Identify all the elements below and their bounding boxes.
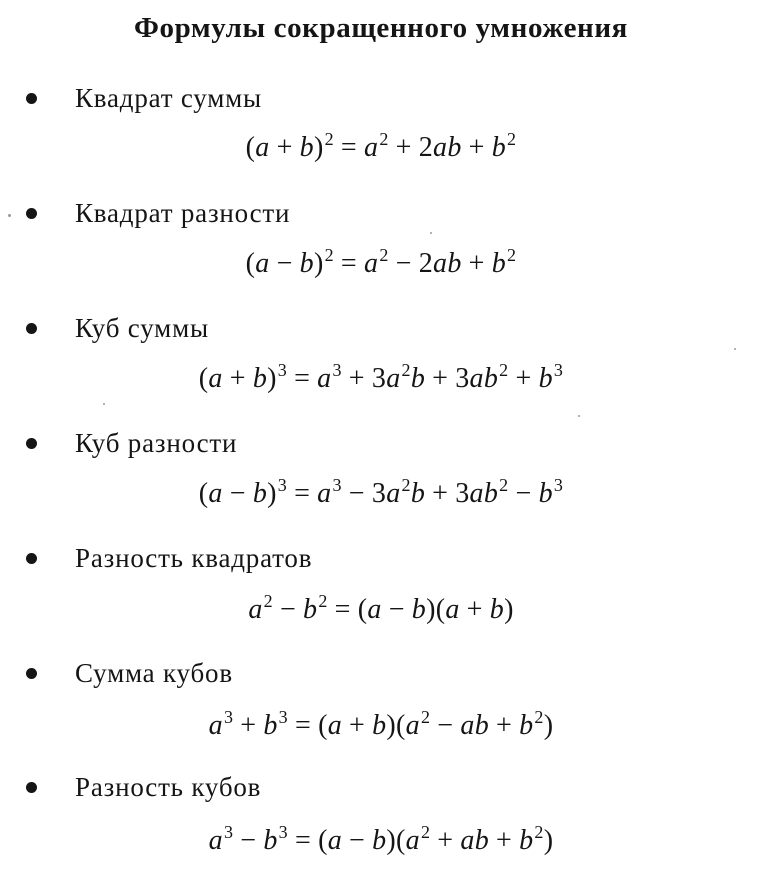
formula-heading-square-of-difference [26,195,290,231]
page-title: Формулы сокращенного умножения [134,12,628,44]
formula-label: Разность квадратов [75,542,313,573]
formula-cube-of-difference: $(a - b)^3 = a^3 - 3a^2b + 3ab^2 - b^3$ [198,475,564,509]
formula-difference-of-cubes: $a^3 - b^3 = (a - b)(a^2$ + ab + $b^2$) [208,822,554,856]
formula-difference-of-squares: $a^2 - b^2 = (a - b)(a + b)$ [248,591,514,625]
formula-heading-sum-of-cubes [26,655,233,691]
scan-speck [430,232,432,234]
formula-label: Сумма кубов [75,657,233,688]
formula-heading-cube-of-difference [26,425,237,461]
bullet-icon [26,323,37,334]
formula-heading-cube-of-sum [26,310,209,346]
formula-heading-difference-of-squares [26,540,312,576]
formula-square-of-difference: $(a - b)^2 = a^2 - 2ab + b^2$ [245,245,517,279]
formula-label: Куб разности [75,427,238,458]
scan-speck [8,214,11,217]
formula-label: Куб суммы [75,312,209,343]
bullet-icon [26,208,37,219]
bullet-icon [26,438,37,449]
scan-speck [578,415,580,417]
bullet-icon [26,668,37,679]
formula-label: Разность кубов [75,771,262,802]
scan-speck [734,348,736,350]
bullet-icon [26,782,37,793]
bullet-icon [26,553,37,564]
formula-label: Квадрат суммы [75,82,262,113]
formula-heading-square-of-sum [26,80,262,116]
formula-heading-difference-of-cubes [26,769,261,805]
formula-label: Квадрат разности [75,197,291,228]
formula-cube-of-sum: $(a + b)^3 = a^3 + 3a^2b + 3ab^2 + b^3$ [198,360,564,394]
bullet-icon [26,93,37,104]
formula-square-of-sum: $(a + b)^2 = a^2 + 2ab + b^2$ [245,129,517,163]
formula-sum-of-cubes: $a^3 + b^3 = (a + b)(a^2$ − ab + $b^2$) [208,707,554,741]
scan-speck [103,403,105,405]
